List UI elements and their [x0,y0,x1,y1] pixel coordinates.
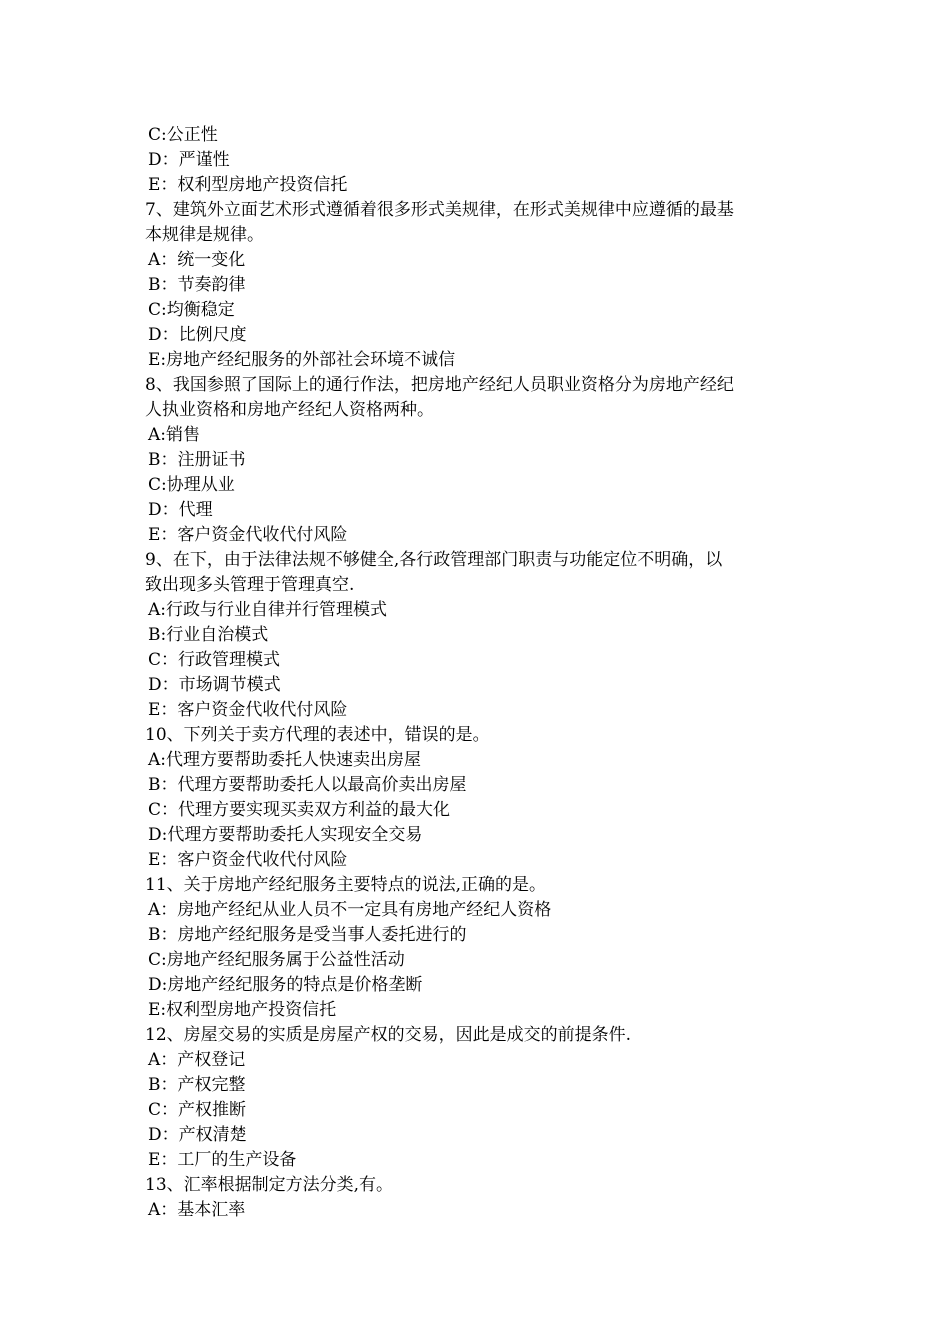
question-stem [145,198,810,248]
question-text-line: 10、下列关于卖方代理的表述中，错误的是。 [145,725,490,745]
answer-option: B：房地产经纪服务是受当事人委托进行的 [148,925,467,945]
question-stem [145,1023,810,1048]
question-stem [145,723,810,748]
answer-option: A:销售 [148,425,201,445]
answer-option: D：严谨性 [148,150,230,170]
answer-option: D：产权清楚 [148,1125,247,1145]
answer-option: C:公正性 [148,125,218,145]
answer-option: A:代理方要帮助委托人快速卖出房屋 [148,750,422,770]
question-text-line: 9、在下，由于法律法规不够健全,各行政管理部门职责与功能定位不明确，以 [145,550,723,570]
question-text-line: 人执业资格和房地产经纪人资格两种。 [145,400,434,420]
question-text-line: 7、建筑外立面艺术形式遵循着很多形式美规律，在形式美规律中应遵循的最基 [145,200,734,220]
answer-option: E：权利型房地产投资信托 [148,175,348,195]
answer-option: E：客户资金代收代付风险 [148,700,348,720]
answer-option: A:行政与行业自律并行管理模式 [148,600,388,620]
answer-option: A：产权登记 [148,1050,246,1070]
answer-option: D:代理方要帮助委托人实现安全交易 [148,825,423,845]
answer-option: E：客户资金代收代付风险 [148,850,348,870]
answer-option: D：比例尺度 [148,325,247,345]
answer-option: B：代理方要帮助委托人以最高价卖出房屋 [148,775,467,795]
answer-option: A：基本汇率 [148,1200,246,1220]
answer-option: E：客户资金代收代付风险 [148,525,348,545]
answer-option: B：节奏韵律 [148,275,246,295]
answer-option: B：产权完整 [148,1075,246,1095]
answer-option: C:均衡稳定 [148,300,235,320]
question-text-line: 11、关于房地产经纪服务主要特点的说法,正确的是。 [145,875,547,895]
question-text-line: 12、房屋交易的实质是房屋产权的交易，因此是成交的前提条件. [145,1025,632,1045]
answer-option: D：市场调节模式 [148,675,281,695]
question-stem [145,373,810,423]
question-text-line: 8、我国参照了国际上的通行作法，把房地产经纪人员职业资格分为房地产经纪 [145,375,734,395]
question-stem [145,548,810,598]
answer-option: C:协理从业 [148,475,235,495]
answer-option: B：注册证书 [148,450,246,470]
answer-option: C：代理方要实现买卖双方利益的最大化 [148,800,451,820]
answer-option: B:行业自治模式 [148,625,269,645]
question-stem [145,1173,810,1198]
answer-option: D：代理 [148,500,213,520]
question-stem [145,873,810,898]
answer-option: C:房地产经纪服务属于公益性活动 [148,950,405,970]
question-text-line: 13、汇率根据制定方法分类,有。 [145,1175,394,1195]
question-text-line: 本规律是规律。 [145,225,264,245]
answer-option: A：统一变化 [148,250,246,270]
answer-option: C：行政管理模式 [148,650,281,670]
question-text-line: 致出现多头管理于管理真空. [145,575,355,595]
answer-option: C：产权推断 [148,1100,247,1120]
answer-option: E：工厂的生产设备 [148,1150,297,1170]
answer-option: A：房地产经纪从业人员不一定具有房地产经纪人资格 [148,900,552,920]
answer-option: D:房地产经纪服务的特点是价格垄断 [148,975,423,995]
answer-option: E:房地产经纪服务的外部社会环境不诚信 [148,350,456,370]
answer-option: E:权利型房地产投资信托 [148,1000,337,1020]
exam-question-list [145,123,810,1223]
